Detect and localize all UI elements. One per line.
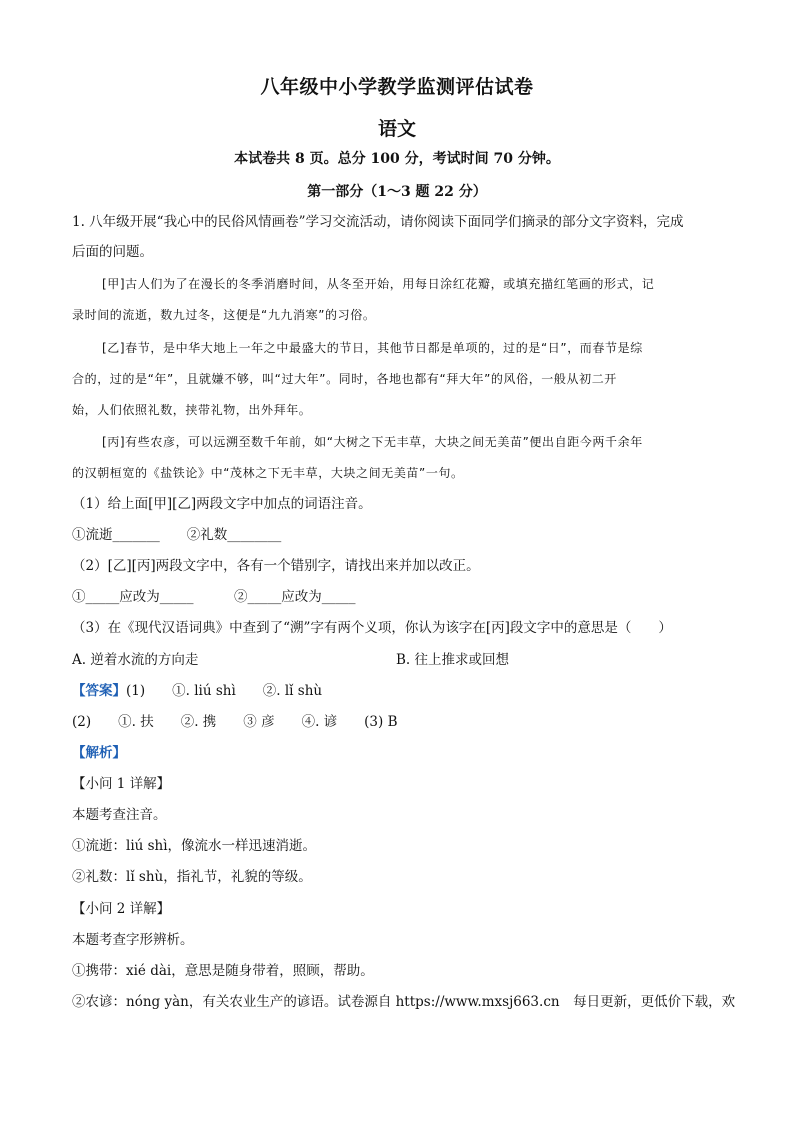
passage-bing-line1: [丙]有些农彦，可以远溯至数千年前，如“大树之下无丰草，大块之间无美苗”便出自距今两千余年 [102, 435, 643, 449]
q1-item-a: ①流逝：liú shì，像流水一样迅速消逝。 [72, 838, 317, 854]
question-stem-line2: 后面的问题。 [72, 244, 153, 260]
q2-item-a: ①携带：xié dài，意思是随身带着，照顾，帮助。 [72, 963, 374, 979]
answer-label: 【答案】 [72, 683, 126, 699]
section-heading: 第一部分（1～3 题 22 分） [307, 184, 487, 200]
q1-intro: 本题考查注音。 [72, 807, 167, 823]
option-b: B. 往上推求或回想 [396, 652, 510, 668]
passage-yi-line2: 合的，过的是“年”，且就嫌不够，叫“过大年”。同时，各地也都有“拜大年”的风俗，一般从初二开 [72, 372, 617, 386]
passage-yi-line3: 始，人们依照礼数，挟带礼物，出外拜年。 [72, 403, 312, 417]
passage-yi-line1: [乙]春节，是中华大地上一年之中最盛大的节日，其他节日都是单项的，过的是“日”，而春节是综 [102, 341, 643, 355]
q2-intro: 本题考查字形辨析。 [72, 932, 194, 948]
exam-title: 八年级中小学教学监测评估试卷 [260, 76, 534, 98]
exam-info: 本试卷共 8 页。总分 100 分，考试时间 70 分钟。 [234, 151, 560, 167]
q2-detail-heading: 【小问 2 详解】 [72, 901, 171, 917]
answer-line2: (2) ①. 扶 ②. 携 ③ 彦 ④. 谚 (3) B [72, 714, 398, 730]
question-stem-line1: 1. 八年级开展“我心中的民俗风情画卷”学习交流活动，请你阅读下面同学们摘录的部分文字资料，完成 [72, 214, 684, 230]
subquestion-2-blanks: ①_____应改为_____ ②_____应改为_____ [72, 589, 356, 605]
passage-jia-line1: [甲]古人们为了在漫长的冬季消磨时间，从冬至开始，用每日涂红花瓣，或填充描红笔画的形式，记 [102, 277, 655, 291]
q1-detail-heading: 【小问 1 详解】 [72, 776, 171, 792]
passage-jia-line2: 录时间的流逝，数九过冬，这便是“九九消寒”的习俗。 [72, 308, 376, 322]
subquestion-1-blanks: ①流逝_______ ②礼数________ [72, 527, 282, 543]
answer-part1: (1) ①. liú shì ②. lǐ shù [126, 683, 323, 699]
subquestion-3: （3）在《现代汉语词典》中查到了“溯”字有两个义项，你认为该字在[丙]段文字中的意思是（ ） [72, 620, 672, 636]
q2-item-b: ②农谚：nóng yàn，有关农业生产的谚语。试卷源自 https://www.mxsj663.cn 每日更新，更低价下载，欢 [72, 994, 736, 1010]
subquestion-1: （1）给上面[甲][乙]两段文字中加点的词语注音。 [72, 496, 372, 512]
analysis-label: 【解析】 [72, 745, 126, 761]
q1-item-b: ②礼数：lǐ shù，指礼节，礼貌的等级。 [72, 869, 312, 885]
subquestion-2: （2）[乙][丙]两段文字中，各有一个错别字，请找出来并加以改正。 [72, 558, 480, 574]
subject-title: 语文 [377, 118, 416, 140]
option-a: A. 逆着水流的方向走 [72, 652, 199, 668]
passage-bing-line2: 的汉朝桓宽的《盐铁论》中“茂林之下无丰草，大块之间无美苗”一句。 [72, 466, 464, 480]
answer-line1 [72, 681, 722, 701]
